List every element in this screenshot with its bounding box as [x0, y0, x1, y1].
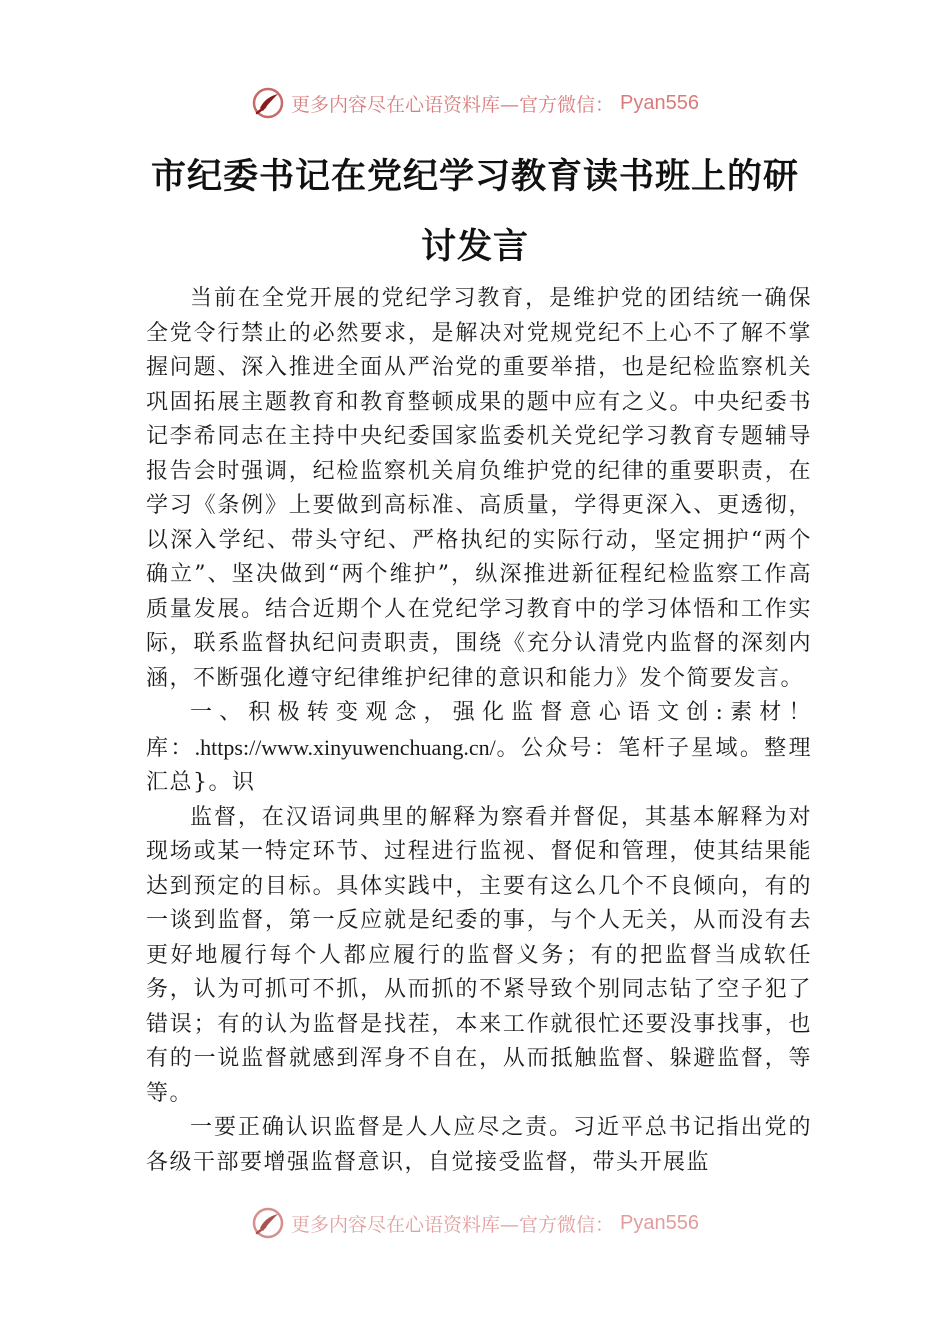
brush-logo-icon [251, 1206, 285, 1240]
brush-logo-icon [251, 86, 285, 120]
header-watermark-banner [0, 83, 950, 123]
paragraph-section-heading [146, 696, 812, 801]
paragraph-point-one: 一要正确认识监督是人人应尽之责。习近平总书记指出党的各级干部要增强监督意识，自觉接受监督，带头开展监 [146, 1115, 812, 1175]
section-heading-start: 一、积极转变观念，强化监督意心语文创:素材！库： [146, 700, 812, 761]
footer-watermark-banner [0, 1203, 950, 1243]
title-line-2: 讨发言 [420, 226, 529, 267]
header-wechat-id: Pyan556 [620, 91, 699, 114]
footer-wechat-id: Pyan556 [620, 1211, 699, 1234]
header-banner-text: 更多内容尽在心语资料库—官方微信： [291, 93, 615, 116]
paragraph-supervision-definition: 监督，在汉语词典里的解释为察看并督促，其基本解释为对现场或某一特定环节、过程进行监视、督促和管理，使其结果能达到预定的目标。具体实践中，主要有这么几个不良倾向，有的一谈到监督，第一反应就是纪委的事，与个人无关，从而没有去更好地履行每个人都应履行的监督义务；有的把监督当成软任务，认为可抓可不抓，从而抓的不紧导致个别同志钻了空子犯了错误；有的认为监督是找茬，本来工作就很忙还要没事找事，也有的一说监督就感到浑身不自在，从而抵触监督、躲避监督，等等。 [146, 804, 812, 1106]
paragraph-intro: 当前在全党开展的党纪学习教育，是维护党的团结统一确保全党令行禁止的必然要求，是解决对党规党纪不上心不了解不掌握问题、深入推进全面从严治党的重要举措，也是纪检监察机关巩固拓展主题教育和教育整顿成果的题中应有之义。中央纪委书记李希同志在主持中央纪委国家监委机关党纪学习教育专题辅导报告会时强调，纪检监察机关肩负维护党的纪律的重要职责，在学习《条例》上要做到高标准、高质量，学得更深入、更透彻，以深入学纪、带头守纪、严格执纪的实际行动，坚定拥护“两个确立”、坚决做到“两个维护”，纵深推进新征程纪检监察工作高质量发展。结合近期个人在党纪学习教育中的学习体悟和工作实际，联系监督执纪问责职责，围绕《充分认清党内监督的深刻内涵，不断强化遵守纪律维护纪律的意识和能力》发个简要发言。 [146, 286, 812, 691]
embedded-url-text: .https://www.xinyuwenchuang.cn/ [194, 734, 496, 760]
document-body [146, 282, 812, 1212]
title-line-1: 市纪委书记在党纪学习教育读书班上的研 [150, 156, 799, 197]
document-title [120, 142, 830, 282]
section-heading-end: 。公众号：笔杆子星域。整理汇总}。识 [146, 735, 812, 795]
footer-banner-text: 更多内容尽在心语资料库—官方微信： [291, 1213, 615, 1236]
